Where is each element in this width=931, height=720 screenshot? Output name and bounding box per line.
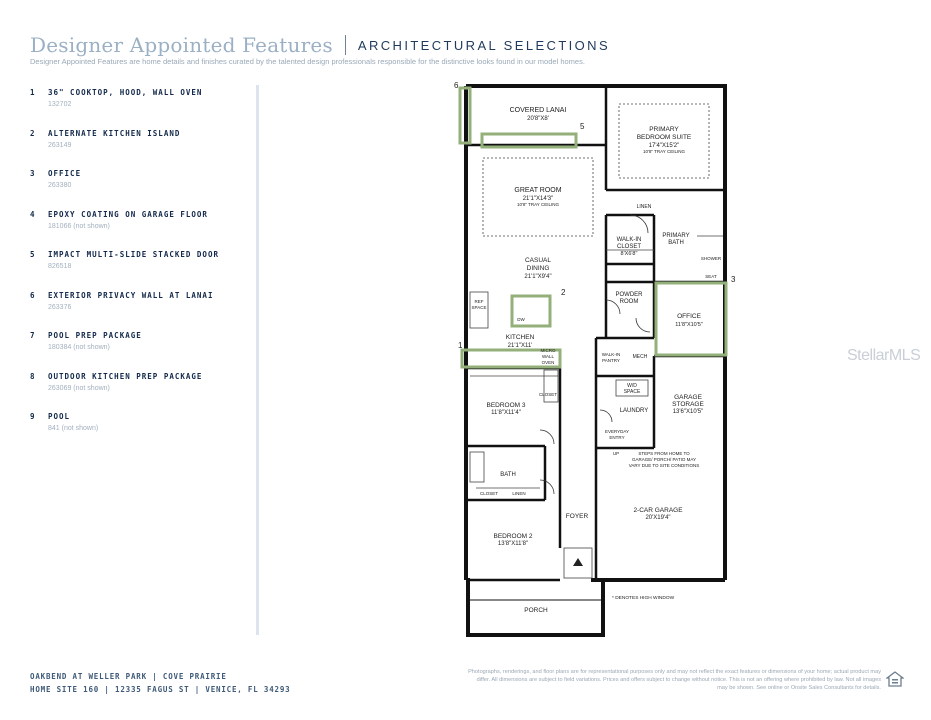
room-shower: SHOWER [700,256,722,261]
room-gstorage-name: GARAGE [674,394,702,401]
room-pantry2: PANTRY [602,358,620,363]
room-seat: SEAT [705,274,717,279]
room-wd: W/D [627,383,637,389]
feature-item [30,291,250,332]
column-divider [256,85,259,635]
room-bed2-dim: 13'8"X11'8" [497,541,529,547]
feature-code: 132702 [48,101,72,108]
feature-name: 36" COOKTOP, HOOD, WALL OVEN [48,88,203,97]
room-primary-name: PRIMARY [649,126,679,133]
feature-item [30,412,250,453]
room-porch: PORCH [524,607,548,614]
room-great-dim: 21'1"X14'3" [522,196,554,202]
room-steps2: GARAGE/ PORCH/ PATIO MAY [631,457,697,462]
room-gstorage-name2: STORAGE [672,401,704,408]
feature-number: 9 [30,412,36,421]
feature-name: OFFICE [48,169,82,178]
room-kitchen-dim: 21'1"X11' [507,343,533,349]
room-mech: MECH [632,354,648,360]
room-powder-name2: ROOM [619,299,639,305]
callout-6: 6 [454,81,459,90]
page-header [30,30,610,60]
page-title: Designer Appointed Features [30,33,333,57]
feature-code: 263376 [48,303,72,311]
feature-name: OUTDOOR KITCHEN PREP PACKAGE [48,371,203,381]
room-garage-dim: 20'X19'4" [645,515,671,521]
feature-number: 5 [30,250,36,259]
room-primary-name2: BEDROOM SUITE [636,134,692,141]
feature-name: EPOXY COATING ON GARAGE FLOOR [48,209,208,219]
features-list [30,88,250,453]
room-bath: BATH [500,472,516,478]
room-garage-name: 2-CAR GARAGE [633,507,683,514]
room-walkin-name: WALK-IN [616,237,642,243]
room-micro3: OVEN [541,360,555,365]
feature-number: 2 [30,128,36,138]
feature-item [30,372,250,413]
callout-1: 1 [458,341,463,350]
feature-number: 6 [30,290,36,300]
room-powder-name: POWDER [615,292,643,298]
room-pantry: WALK-IN [601,352,621,357]
callout-2: 2 [561,288,566,297]
feature-name: ALTERNATE KITCHEN ISLAND [48,128,181,138]
room-great-ceiling: 10'8" TRAY CEILING [517,202,559,207]
feature-name: POOL [48,412,71,421]
room-bed2-name: BEDROOM 2 [493,533,533,540]
room-dining-name: CASUAL [524,257,552,264]
feature-code: 263380 [48,182,72,189]
room-office-dim: 11'8"X10'5" [675,322,703,328]
feature-number: 4 [30,209,36,219]
room-linen: LINEN [636,204,652,210]
room-up: UP [612,451,620,456]
room-bath-closet: CLOSET [479,491,499,496]
feature-number: 1 [30,88,36,97]
room-everyday: EVERYDAY [604,429,630,434]
room-wd2: SPACE [623,389,641,395]
disclaimer-text: Photographs, renderings, and floor plans are for representational purposes only and may not reflect the exact features or dimensions of your home; actual product may differ. All dimensions are subject to field variations. Prices and offers subject to change without notice. This is not an offering where prohibited by law. Not all images may be shown. See online or Onsite Sales Consultants for details. [468,669,881,691]
feature-name: POOL PREP PACKAGE [48,331,142,340]
watermark: StellarMLS [847,347,921,364]
feature-code: 263149 [48,141,72,149]
section-title: ARCHITECTURAL SELECTIONS [357,37,611,53]
room-primary-ceiling: 10'8" TRAY CEILING [643,149,685,154]
high-window-note: * DENOTES HIGH WINDOW [612,596,675,601]
feature-code: 181066 (not shown) [48,222,110,230]
feature-number: 3 [30,169,36,178]
room-bed3-dim: 11'8"X11'4" [491,410,521,416]
feature-item [30,129,250,170]
room-bath-linen: LINEN [512,491,526,496]
feature-item [30,169,250,210]
room-kitchen-name: KITCHEN [505,334,535,341]
room-lanai-name: COVERED LANAI [509,107,567,114]
room-steps: STEPS FROM HOME TO [638,451,690,456]
room-micro2: WALL [541,354,555,359]
feature-code: 841 (not shown) [48,425,99,432]
room-foyer: FOYER [565,513,589,520]
room-dw: DW [517,317,525,322]
feature-name: EXTERIOR PRIVACY WALL AT LANAI [48,290,214,300]
community-line: OAKBEND AT WELLER PARK | COVE PRAIRIE [30,672,227,681]
footer-address [30,670,290,696]
feature-number: 7 [30,331,36,340]
feature-code: 263069 (not shown) [48,384,110,392]
feature-code: 180384 (not shown) [48,344,110,351]
room-walkin-dim: 8'X6'8" [620,251,638,257]
feature-code: 826518 [48,263,72,270]
room-micro: MICRO [540,348,556,353]
feature-number: 8 [30,371,36,381]
room-primary-dim: 17'4"X15'2" [648,143,680,149]
room-walkin-name2: CLOSET [616,244,642,250]
room-great-name: GREAT ROOM [514,187,562,194]
room-pbath-name: PRIMARY [662,233,690,239]
feature-item [30,210,250,251]
room-bed3-name: BEDROOM 3 [486,402,526,409]
feature-item [30,331,250,372]
room-office-name: OFFICE [677,313,701,320]
equal-housing-icon [886,670,904,688]
room-dining-name2: DINING [526,265,550,272]
room-laundry: LAUNDRY [619,408,649,414]
feature-item [30,250,250,291]
address-line: HOME SITE 160 | 12335 FAGUS ST | VENICE, FL 34293 [30,685,291,694]
feature-item [30,88,250,129]
room-everyday2: ENTRY [609,435,625,440]
room-pbath-name2: BATH [668,240,684,246]
page-description: Designer Appointed Features are home details and finishes curated by the talented design professionals responsible for the distinctive looks found in our model homes. [30,57,585,66]
callout-5: 5 [580,122,585,131]
title-divider [345,35,346,55]
room-dining-dim: 21'1"X9'4" [524,274,552,280]
floor-plan [440,78,740,648]
room-steps3: VARY DUE TO SITE CONDITIONS [628,463,700,468]
room-closet: CLOSET [538,392,558,397]
room-ref-space2: SPACE [471,305,487,310]
room-lanai-dim: 20'8"X8' [527,116,549,122]
room-ref-space: REF [474,299,484,304]
feature-name: IMPACT MULTI-SLIDE STACKED DOOR [48,250,219,259]
callout-3: 3 [731,275,736,284]
room-gstorage-dim: 13'6"X10'5" [672,409,704,415]
